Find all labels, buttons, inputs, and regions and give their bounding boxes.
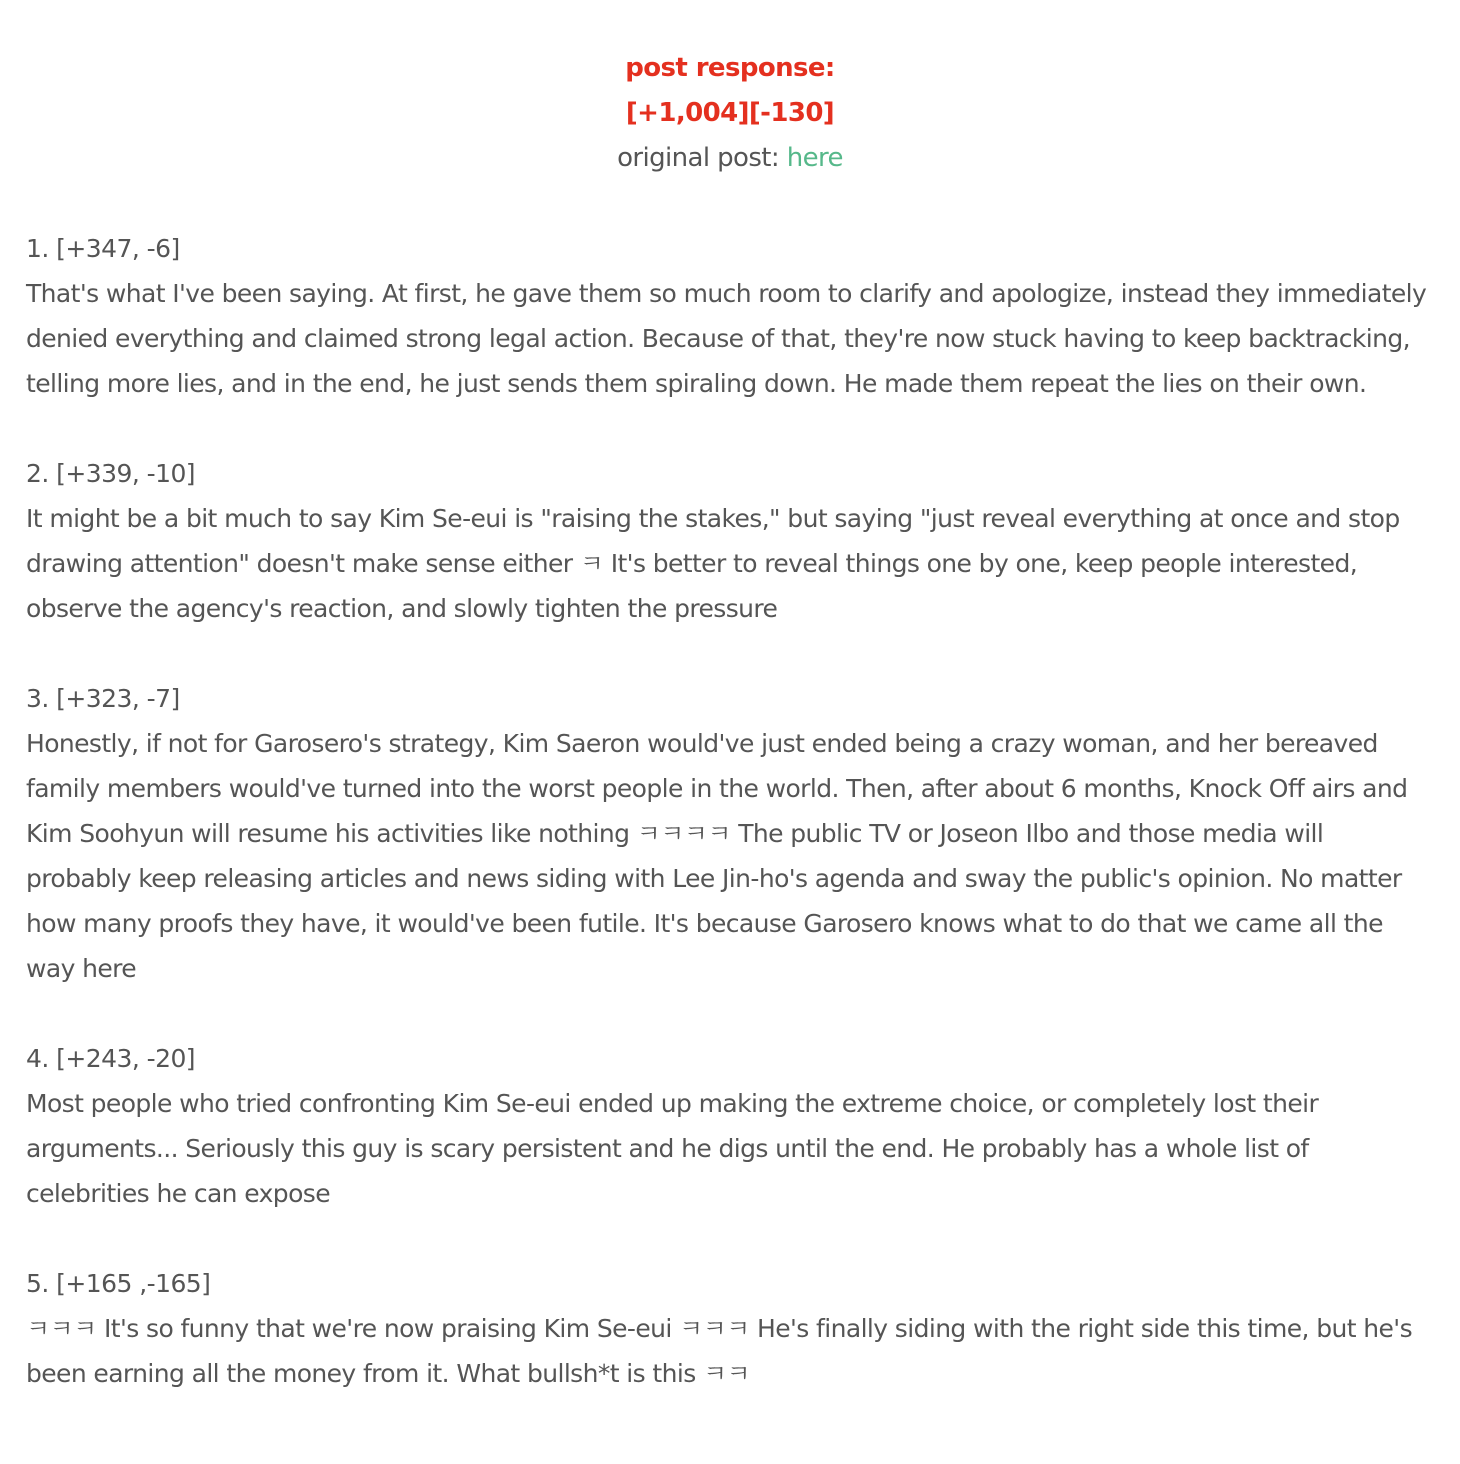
comment-votes: 5. [+165 ,-165] — [26, 1269, 211, 1298]
comment-votes: 3. [+323, -7] — [26, 684, 180, 713]
original-post-label: original post: — [617, 143, 787, 173]
comment-votes: 1. [+347, -6] — [26, 234, 180, 263]
post-vote-count: [+1,004][-130] — [625, 98, 835, 128]
original-post-link[interactable]: here — [786, 143, 843, 173]
comment-item — [26, 1261, 1434, 1396]
original-post-line — [26, 136, 1434, 181]
post-response-title: post response: — [625, 53, 835, 83]
comment-text: It might be a bit much to say Kim Se-eui is "raising the stakes," but saying "just reveal everything at once and stop drawing attention" doesn't make sense either ㅋ It's better to reveal things one by one, keep people interested, observe the agency's reaction, and slowly tighten the pressure — [26, 504, 1400, 623]
comment-item — [26, 1036, 1434, 1216]
comment-votes: 4. [+243, -20] — [26, 1044, 195, 1073]
comment-text: Most people who tried confronting Kim Se-eui ended up making the extreme choice, or completely lost their arguments... Seriously this guy is scary persistent and he digs until the end. He probably has a whole list of celebrities he can expose — [26, 1089, 1319, 1208]
comment-text: ㅋㅋㅋ It's so funny that we're now praising Kim Se-eui ㅋㅋㅋ He's finally siding with the right side this time, but he's been earning all the money from it. What bullsh*t is this ㅋㅋ — [26, 1314, 1412, 1388]
comment-item — [26, 226, 1434, 406]
comment-list — [26, 226, 1434, 1396]
post-header — [26, 0, 1434, 181]
comment-votes: 2. [+339, -10] — [26, 459, 195, 488]
comment-item — [26, 676, 1434, 991]
comment-text: That's what I've been saying. At first, he gave them so much room to clarify and apologize, instead they immediately denied everything and claimed strong legal action. Because of that, they're now stuck having to keep backtracking, telling more lies, and in the end, he just sends them spiraling down. He made them repeat the lies on their own. — [26, 279, 1427, 398]
comment-text: Honestly, if not for Garosero's strategy, Kim Saeron would've just ended being a crazy woman, and her bereaved family members would've turned into the worst people in the world. Then, after about 6 months, Knock Off airs and Kim Soohyun will resume his activities like nothing ㅋㅋㅋㅋ The public TV or Joseon Ilbo and those media will probably keep releasing articles and news siding with Lee Jin-ho's agenda and sway the public's opinion. No matter how many proofs they have, it would've been futile. It's because Garosero knows what to do that we came all the way here — [26, 729, 1408, 983]
comment-item — [26, 451, 1434, 631]
